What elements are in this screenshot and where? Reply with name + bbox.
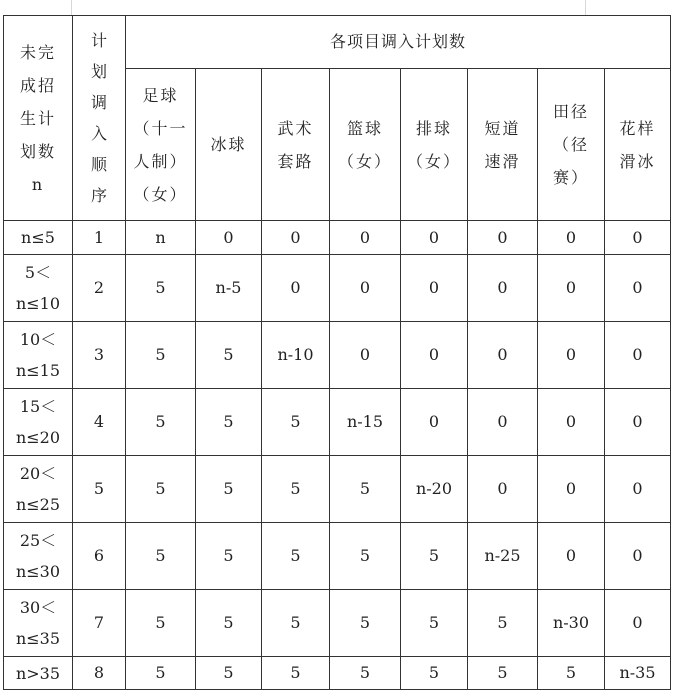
row-order: 6 bbox=[73, 523, 126, 590]
row-value-cell: 0 bbox=[605, 456, 671, 523]
row-value-cell: 5 bbox=[126, 322, 196, 389]
row-value-cell: 5 bbox=[196, 456, 262, 523]
row-value-cell: 0 bbox=[468, 389, 538, 456]
table-row bbox=[4, 523, 671, 590]
row-value-cell: n-5 bbox=[196, 255, 262, 322]
row-value-cell: 5 bbox=[468, 657, 538, 690]
row-value-cell: 5 bbox=[330, 657, 401, 690]
header-transfer-order: 计 划 调 入 顺 序 bbox=[73, 16, 126, 221]
header-sport-3: 武术 套路 bbox=[262, 69, 330, 221]
row-value-cell: 0 bbox=[605, 322, 671, 389]
table-row bbox=[4, 456, 671, 523]
row-condition: 20＜ n≤25 bbox=[4, 456, 73, 523]
row-value-cell: 0 bbox=[468, 221, 538, 255]
table-row bbox=[4, 657, 671, 690]
page-edge-mark-right bbox=[585, 0, 586, 16]
row-value-cell: 0 bbox=[605, 523, 671, 590]
row-value-cell: 5 bbox=[126, 657, 196, 690]
row-value-cell: 5 bbox=[126, 456, 196, 523]
row-value-cell: 5 bbox=[262, 657, 330, 690]
row-value-cell: 0 bbox=[538, 255, 605, 322]
row-value-cell: 0 bbox=[605, 389, 671, 456]
row-order: 4 bbox=[73, 389, 126, 456]
row-value-cell: 5 bbox=[126, 389, 196, 456]
row-value-cell: 5 bbox=[468, 590, 538, 657]
row-value-cell: 0 bbox=[262, 221, 330, 255]
row-value-cell: 5 bbox=[262, 590, 330, 657]
table-row bbox=[4, 255, 671, 322]
row-value-cell: 5 bbox=[196, 389, 262, 456]
row-value-cell: 5 bbox=[262, 389, 330, 456]
row-condition: 30＜ n≤35 bbox=[4, 590, 73, 657]
row-value-cell: 0 bbox=[196, 221, 262, 255]
row-value-cell: n-35 bbox=[605, 657, 671, 690]
row-value-cell: n-15 bbox=[330, 389, 401, 456]
row-order: 2 bbox=[73, 255, 126, 322]
header-unfinished-count: 未完 成招 生计 划数 n bbox=[4, 16, 73, 221]
row-order: 7 bbox=[73, 590, 126, 657]
row-value-cell: n-20 bbox=[401, 456, 468, 523]
header-sport-1: 足球 （十一 人制） （女） bbox=[126, 69, 196, 221]
row-value-cell: 0 bbox=[605, 590, 671, 657]
row-value-cell: n bbox=[126, 221, 196, 255]
row-value-cell: n-10 bbox=[262, 322, 330, 389]
header-sport-7: 田径 （径 赛） bbox=[538, 69, 605, 221]
row-value-cell: 5 bbox=[126, 590, 196, 657]
row-value-cell: 0 bbox=[468, 322, 538, 389]
row-order: 5 bbox=[73, 456, 126, 523]
row-value-cell: 5 bbox=[401, 657, 468, 690]
row-value-cell: 0 bbox=[401, 322, 468, 389]
row-condition: 25＜ n≤30 bbox=[4, 523, 73, 590]
row-value-cell: 0 bbox=[468, 456, 538, 523]
row-value-cell: 5 bbox=[330, 590, 401, 657]
row-value-cell: 0 bbox=[538, 221, 605, 255]
row-value-cell: 0 bbox=[538, 389, 605, 456]
row-value-cell: 5 bbox=[262, 456, 330, 523]
row-value-cell: 0 bbox=[538, 523, 605, 590]
admission-plan-table bbox=[3, 15, 671, 690]
row-value-cell: 0 bbox=[538, 322, 605, 389]
row-value-cell: 0 bbox=[401, 221, 468, 255]
row-value-cell: 5 bbox=[126, 523, 196, 590]
table-row bbox=[4, 221, 671, 255]
row-value-cell: 0 bbox=[330, 221, 401, 255]
row-value-cell: 0 bbox=[468, 255, 538, 322]
header-sport-2: 冰球 bbox=[196, 69, 262, 221]
row-condition: n≤5 bbox=[4, 221, 73, 255]
row-value-cell: 5 bbox=[196, 322, 262, 389]
row-value-cell: 0 bbox=[605, 255, 671, 322]
row-order: 8 bbox=[73, 657, 126, 690]
row-value-cell: 5 bbox=[196, 523, 262, 590]
row-order: 1 bbox=[73, 221, 126, 255]
row-value-cell: 0 bbox=[330, 322, 401, 389]
row-value-cell: 5 bbox=[196, 590, 262, 657]
table-row bbox=[4, 590, 671, 657]
row-value-cell: 5 bbox=[401, 523, 468, 590]
row-value-cell: 5 bbox=[330, 456, 401, 523]
table-row bbox=[4, 389, 671, 456]
header-sport-8: 花样 滑冰 bbox=[605, 69, 671, 221]
row-value-cell: 5 bbox=[126, 255, 196, 322]
row-value-cell: 5 bbox=[401, 590, 468, 657]
row-value-cell: 0 bbox=[538, 456, 605, 523]
row-condition: n>35 bbox=[4, 657, 73, 690]
row-value-cell: 5 bbox=[330, 523, 401, 590]
header-sport-5: 排球 （女） bbox=[401, 69, 468, 221]
row-value-cell: 0 bbox=[330, 255, 401, 322]
row-value-cell: 0 bbox=[605, 221, 671, 255]
row-value-cell: 5 bbox=[196, 657, 262, 690]
header-sport-4: 篮球 （女） bbox=[330, 69, 401, 221]
page-edge-mark-left bbox=[71, 0, 72, 16]
table-row bbox=[4, 322, 671, 389]
row-value-cell: 0 bbox=[262, 255, 330, 322]
row-condition: 10＜ n≤15 bbox=[4, 322, 73, 389]
header-sport-6: 短道 速滑 bbox=[468, 69, 538, 221]
header-sport-group: 各项目调入计划数 bbox=[126, 16, 671, 69]
row-value-cell: n-25 bbox=[468, 523, 538, 590]
row-value-cell: 5 bbox=[262, 523, 330, 590]
row-order: 3 bbox=[73, 322, 126, 389]
row-value-cell: 0 bbox=[401, 389, 468, 456]
row-condition: 5＜ n≤10 bbox=[4, 255, 73, 322]
row-condition: 15＜ n≤20 bbox=[4, 389, 73, 456]
row-value-cell: 5 bbox=[538, 657, 605, 690]
row-value-cell: n-30 bbox=[538, 590, 605, 657]
row-value-cell: 0 bbox=[401, 255, 468, 322]
